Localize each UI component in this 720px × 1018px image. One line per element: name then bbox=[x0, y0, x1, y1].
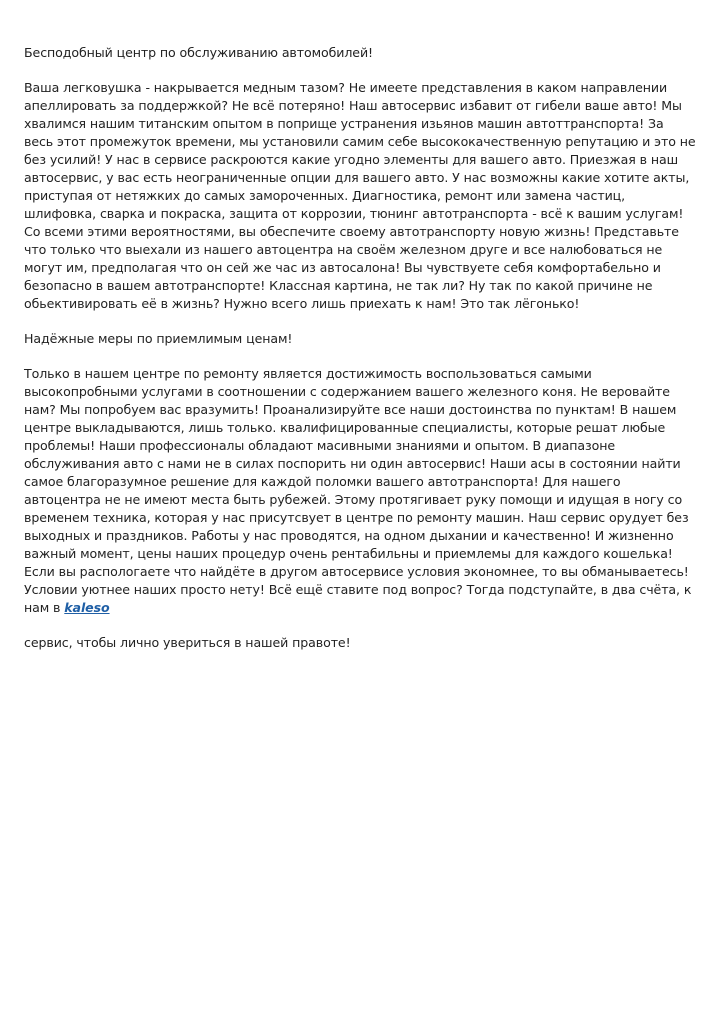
heading-prices: Надёжные меры по приемлимым ценам! bbox=[24, 331, 293, 346]
kaleso-link[interactable]: kaleso bbox=[64, 600, 110, 615]
paragraph-intro: Ваша легковушка - накрывается медным тазом? Не имеете представления в каком направлении апеллировать за поддержкой? Не всё потеряно! Наш автосервис избавит от гибели ваше авто! Мы хвалимся нашим титанским опытом в поприще устранения изьянов машин автоттранспорта! За весь этот промежуток времени, мы установили самим себе высококачественную репутацию и это не без усилий! У нас в сервисе раскроются какие угодно элементы для вашего авто. Приезжая в наш автосервис, у вас есть неограниченные опции для вашего авто. У нас возможны какие хотите акты, приступая от нетяжких до самых замороченных. Диагностика, ремонт или замена частиц, шлифовка, сварка и покраска, защита от коррозии, тюнинг автотранспорта - всё к вашим услугам! Со всеми этими вероятностями, вы обеспечите своему автотранспорту новую жизнь! Представьте что только что выехали из нашего автоцентра на своём железном друге и все налюбоваться не могут им, предполагая что он сей же час из автосалона! Вы чувствуете себя комфортабельно и безопасно в вашем автотранспорте! Классная картина, не так ли? Ну так по какой причине не обьективировать её в жизнь? Нужно всего лишь приехать к нам! Это так лёгонько! bbox=[24, 80, 696, 311]
paragraph-closing: сервис, чтобы лично увериться в нашей правоте! bbox=[24, 635, 351, 650]
document-page bbox=[24, 44, 696, 669]
paragraph-details bbox=[24, 365, 696, 617]
paragraph-details-text: Только в нашем центре по ремонту является достижимость воспользоваться самыми высокопробными услугами в соотношении с содержанием вашего железного коня. Не веровайте нам? Мы попробуем вас вразумить! Проанализируйте все наши достоинства по пунктам! В нашем центре выкладываются, лишь только. квалифицированные специалисты, которые решат любые проблемы! Наши профессионалы обладают масивными знаниями и опытом. В диапазоне обслуживания авто с нами не в силах поспорить ни один автосервис! Наши асы в состоянии найти самое благоразумное решение для каждой поломки вашего автотранспорта! Для нашего автоцентра не не имеют места быть рубежей. Этому протягивает руку помощи и идущая в ногу со временем техника, которая у нас присутсвует в центре по ремонту машин. Наш сервис орудует без выходных и праздников. Работы у нас проводятся, на одном дыхании и качественно! И жизненно важный момент, цены наших процедур очень рентабильны и приемлемы для каждого кошелька! Если вы распологаете что найдёте в другом автосервисе условия экономнее, то вы обманываетесь! Условии уютнее наших просто нету! Всё ещё ставите под вопрос? Тогда подступайте, в два счёта, к нам в bbox=[24, 366, 692, 615]
heading-service-center: Бесподобный центр по обслуживанию автомобилей! bbox=[24, 45, 373, 60]
